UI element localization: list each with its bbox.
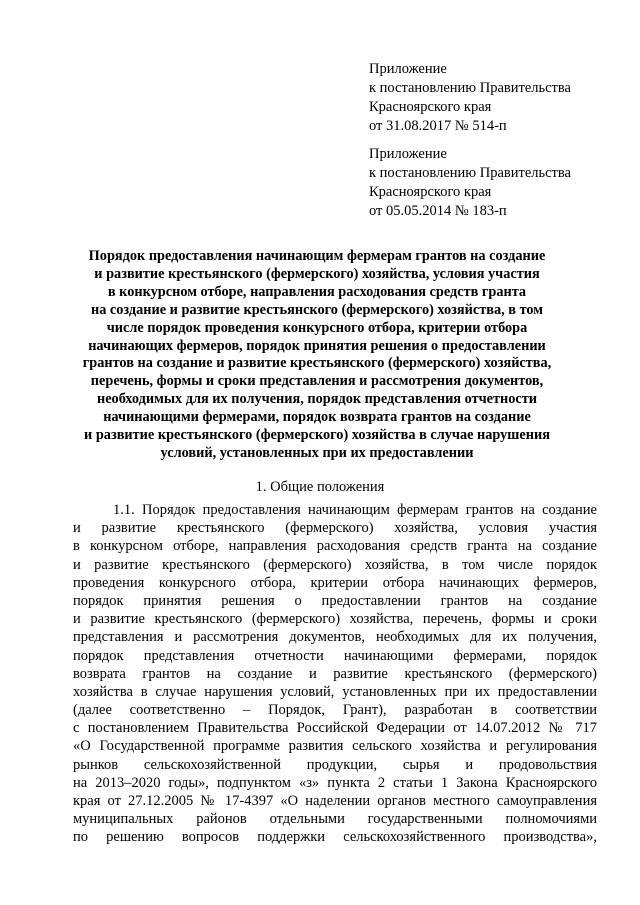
body-line: (далее соответственно – Порядок, Грант), разработан в соответствии (73, 702, 597, 719)
body-line: порядок представления отчетности начинающими фермерами, порядок (73, 647, 597, 664)
appendix-line: к постановлению Правительства (369, 165, 571, 181)
body-line: и развитие крестьянского (фермерского) хозяйства, перечень, формы и сроки (73, 611, 597, 628)
body-line: муниципальных районов отдельными государственными полномочиями (73, 811, 597, 828)
appendix-line: Красноярского края (369, 99, 492, 115)
title-line: начинающих фермеров, порядок принятия решения о предоставлении (88, 337, 546, 354)
title-line: Порядок предоставления начинающим фермерам грантов на создание (88, 248, 546, 264)
title-line: перечень, формы и сроки представления и рассмотрения документов, (90, 373, 544, 390)
appendix-line: Приложение (369, 61, 447, 77)
body-line: хозяйства в случае нарушения условий, установленных при их предоставлении (73, 683, 597, 700)
appendix-date-line: от 05.05.2014 № 183-п (369, 203, 507, 219)
title-line: условий, установленных при их предоставлении (160, 444, 474, 461)
body-line: с постановлением Правительства Российской Федерации от 14.07.2012 № 717 (73, 720, 597, 737)
body-line: рынков сельскохозяйственной продукции, сырья и продовольствия (73, 756, 597, 773)
title-line: необходимых для их получения, порядок представления отчетности (96, 391, 538, 408)
appendix-note-current (369, 60, 619, 136)
title-line: грантов на создание и развитие крестьянского (фермерского) хозяйства, (82, 355, 552, 372)
body-line: края от 27.12.2005 № 17-4397 «О наделении органов местного самоуправления (73, 793, 597, 809)
document-title (62, 248, 572, 463)
title-line: начинающими фермерами, порядок возврата грантов на создание (103, 409, 531, 426)
body-paragraph (73, 501, 597, 847)
body-line: 1.1. Порядок предоставления начинающим фермерам грантов на создание (113, 502, 597, 518)
body-line: представления и рассмотрения документов, необходимых для их получения, (73, 629, 597, 646)
title-line: на создание и развитие крестьянского (фермерского) хозяйства, в том (90, 301, 544, 318)
title-line: и развитие крестьянского (фермерского) хозяйства в случае нарушения (84, 427, 550, 444)
body-line: и развитие крестьянского (фермерского) хозяйства, в том числе порядок (73, 556, 597, 573)
body-line: порядок принятия решения о предоставлении грантов на создание (73, 592, 597, 609)
body-line: «О Государственной программе развития сельского хозяйства и регулирования (73, 738, 597, 755)
body-line: проведения конкурсного отбора, критерии отбора начинающих фермеров, (73, 574, 597, 591)
appendix-line: Приложение (369, 146, 447, 162)
body-line: на 2013–2020 годы», подпунктом «з» пункта 2 статьи 1 Закона Красноярского (73, 774, 597, 791)
section-heading: 1. Общие положения (255, 479, 385, 495)
appendix-line: к постановлению Правительства (369, 80, 571, 96)
appendix-line: Красноярского края (369, 184, 492, 200)
body-line: и развитие крестьянского (фермерского) хозяйства, условия участия (73, 520, 597, 537)
appendix-note-original (369, 145, 619, 221)
title-line: числе порядок проведения конкурсного отбора, критерии отбора (106, 319, 528, 336)
appendix-date-line: от 31.08.2017 № 514-п (369, 118, 507, 134)
body-line: возврата грантов на создание и развитие крестьянского (фермерского) (73, 665, 597, 682)
title-line: и развитие крестьянского (фермерского) хозяйства, условия участия (94, 265, 540, 282)
title-line: в конкурсном отборе, направления расходования средств гранта (107, 283, 527, 300)
body-line: в конкурсном отборе, направления расходования средств гранта на создание (73, 538, 597, 555)
body-line: по решению вопросов поддержки сельскохозяйственного производства», (73, 829, 597, 846)
